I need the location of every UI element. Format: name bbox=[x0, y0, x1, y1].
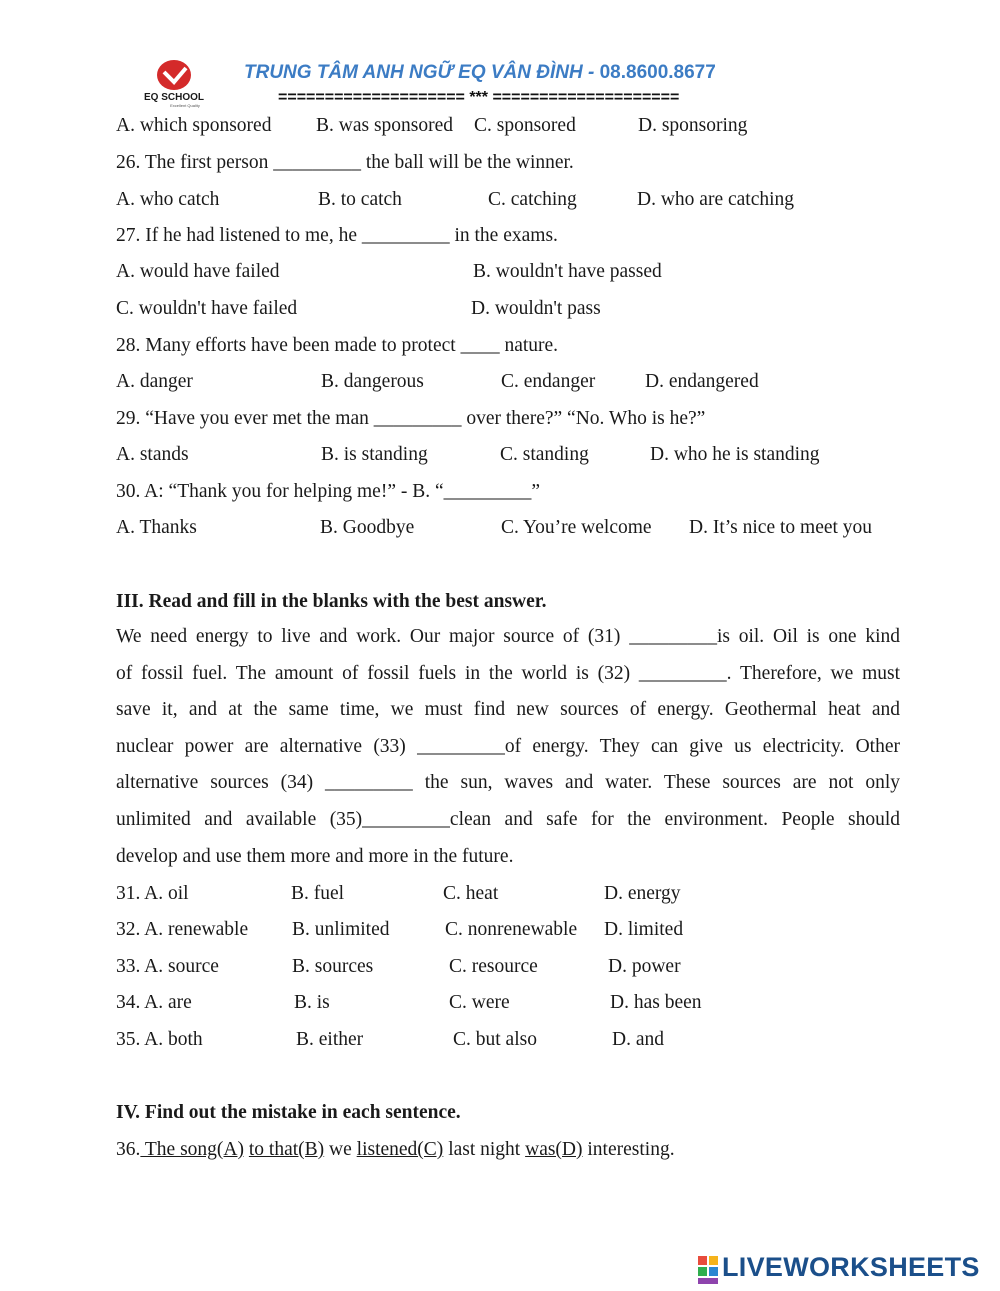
eq-shield-icon bbox=[140, 58, 208, 108]
q30-option-b: B. Goodbye bbox=[320, 517, 415, 538]
q25-option-c: C. sponsored bbox=[474, 115, 576, 136]
logo-text: EQ SCHOOL bbox=[143, 92, 205, 103]
q27-stem: 27. If he had listened to me, he _________ in the exams. bbox=[116, 225, 558, 246]
q34-option-c: C. were bbox=[449, 992, 510, 1013]
q28-stem: 28. Many efforts have been made to protect ____ nature. bbox=[116, 335, 559, 356]
q34-option-a: 34. A. are bbox=[116, 992, 192, 1013]
q26-option-a: A. who catch bbox=[116, 189, 220, 210]
q31-option-b: B. fuel bbox=[291, 883, 345, 904]
q35-option-d: D. and bbox=[612, 1029, 664, 1050]
reading-passage bbox=[116, 619, 900, 875]
q35-option-b: B. either bbox=[296, 1029, 364, 1050]
q26-stem: 26. The first person _________ the ball will be the winner. bbox=[116, 152, 574, 173]
q29-stem: 29. “Have you ever met the man _________ over there?” “No. Who is he?” bbox=[116, 408, 706, 429]
logo-tagline: Excellent Quality bbox=[170, 103, 200, 108]
section-4-heading: IV. Find out the mistake in each sentence. bbox=[116, 1102, 461, 1123]
eq-school-logo bbox=[140, 58, 208, 108]
q29-option-c: C. standing bbox=[500, 444, 589, 465]
q26-option-d: D. who are catching bbox=[637, 189, 795, 210]
q36-text-1: we bbox=[324, 1139, 357, 1160]
q35-option-a: 35. A. both bbox=[116, 1029, 203, 1050]
q28-option-c: C. endanger bbox=[501, 371, 596, 392]
q28-option-b: B. dangerous bbox=[321, 371, 424, 392]
q34-option-d: D. has been bbox=[610, 992, 702, 1013]
q29-option-a: A. stands bbox=[116, 444, 189, 465]
q27-option-d: D. wouldn't pass bbox=[471, 298, 601, 319]
q25-option-a: A. which sponsored bbox=[116, 115, 272, 136]
passage-line: develop and use them more and more in the future. bbox=[116, 845, 514, 867]
q32-option-b: B. unlimited bbox=[292, 919, 390, 940]
q30-option-d: D. It’s nice to meet you bbox=[689, 517, 873, 538]
q27-option-c: C. wouldn't have failed bbox=[116, 298, 298, 319]
q33-option-c: C. resource bbox=[449, 956, 538, 977]
section-3-heading: III. Read and fill in the blanks with the best answer. bbox=[116, 591, 547, 612]
q25-option-b: B. was sponsored bbox=[316, 115, 454, 136]
q27-option-a: A. would have failed bbox=[116, 261, 280, 282]
q36-part-d: was(D) bbox=[525, 1139, 583, 1160]
q29-option-d: D. who he is standing bbox=[650, 444, 820, 465]
center-phone: 08.8600.8677 bbox=[599, 62, 716, 83]
liveworksheets-brand[interactable]: LIVEWORKSHEETS bbox=[722, 1252, 980, 1282]
q26-option-b: B. to catch bbox=[318, 189, 402, 210]
q35-option-c: C. but also bbox=[453, 1029, 537, 1050]
passage-line: save it, and at the same time, we must find new sources of energy. Geothermal heat and bbox=[116, 699, 900, 721]
q33-option-b: B. sources bbox=[292, 956, 374, 977]
q25-option-d: D. sponsoring bbox=[638, 115, 748, 136]
q31-option-d: D. energy bbox=[604, 883, 681, 904]
passage-line: unlimited and available (35)_________clean and safe for the environment. People should bbox=[116, 808, 900, 830]
q36-number: 36. bbox=[116, 1139, 141, 1160]
q30-option-c: C. You’re welcome bbox=[501, 517, 652, 538]
q32-option-c: C. nonrenewable bbox=[445, 919, 578, 940]
q28-option-a: A. danger bbox=[116, 371, 193, 392]
liveworksheets-icon bbox=[696, 1252, 720, 1291]
q36-part-b: to that(B) bbox=[248, 1139, 325, 1160]
passage-line: alternative sources (34) _________ the sun, waves and water. These sources are not only bbox=[116, 772, 900, 794]
q36-part-c: listened(C) bbox=[356, 1139, 444, 1160]
q27-option-b: B. wouldn't have passed bbox=[473, 261, 662, 282]
q36-text-2: last night bbox=[443, 1139, 526, 1160]
q30-option-a: A. Thanks bbox=[116, 517, 197, 538]
q32-option-d: D. limited bbox=[604, 919, 684, 940]
passage-line: nuclear power are alternative (33) _________of energy. They can give us electricity. Other bbox=[116, 735, 900, 757]
q32-option-a: 32. A. renewable bbox=[116, 919, 249, 940]
q31-option-a: 31. A. oil bbox=[116, 883, 189, 904]
q33-option-a: 33. A. source bbox=[116, 956, 219, 977]
q33-option-d: D. power bbox=[608, 956, 681, 977]
q36-text-3: interesting. bbox=[582, 1139, 675, 1160]
q36-part-a: The song(A) bbox=[140, 1139, 244, 1160]
q34-option-b: B. is bbox=[294, 992, 330, 1013]
passage-line: We need energy to live and work. Our major source of (31) _________is oil. Oil is one kind bbox=[116, 626, 900, 647]
center-name-text: TRUNG TÂM ANH NGỮ EQ VÂN ĐÌNH - bbox=[244, 62, 600, 83]
q36-sentence bbox=[116, 1139, 675, 1161]
q28-option-d: D. endangered bbox=[645, 371, 759, 392]
q31-option-c: C. heat bbox=[443, 883, 499, 904]
center-name bbox=[244, 62, 716, 84]
q29-option-b: B. is standing bbox=[321, 444, 428, 465]
q30-stem: 30. A: “Thank you for helping me!” - B. “_________” bbox=[116, 481, 541, 502]
header-separator: ==================== *** ==================== bbox=[278, 89, 680, 106]
q26-option-c: C. catching bbox=[488, 189, 577, 210]
passage-line: of fossil fuel. The amount of fossil fuels in the world is (32) _________. Therefore, we must bbox=[116, 662, 900, 684]
